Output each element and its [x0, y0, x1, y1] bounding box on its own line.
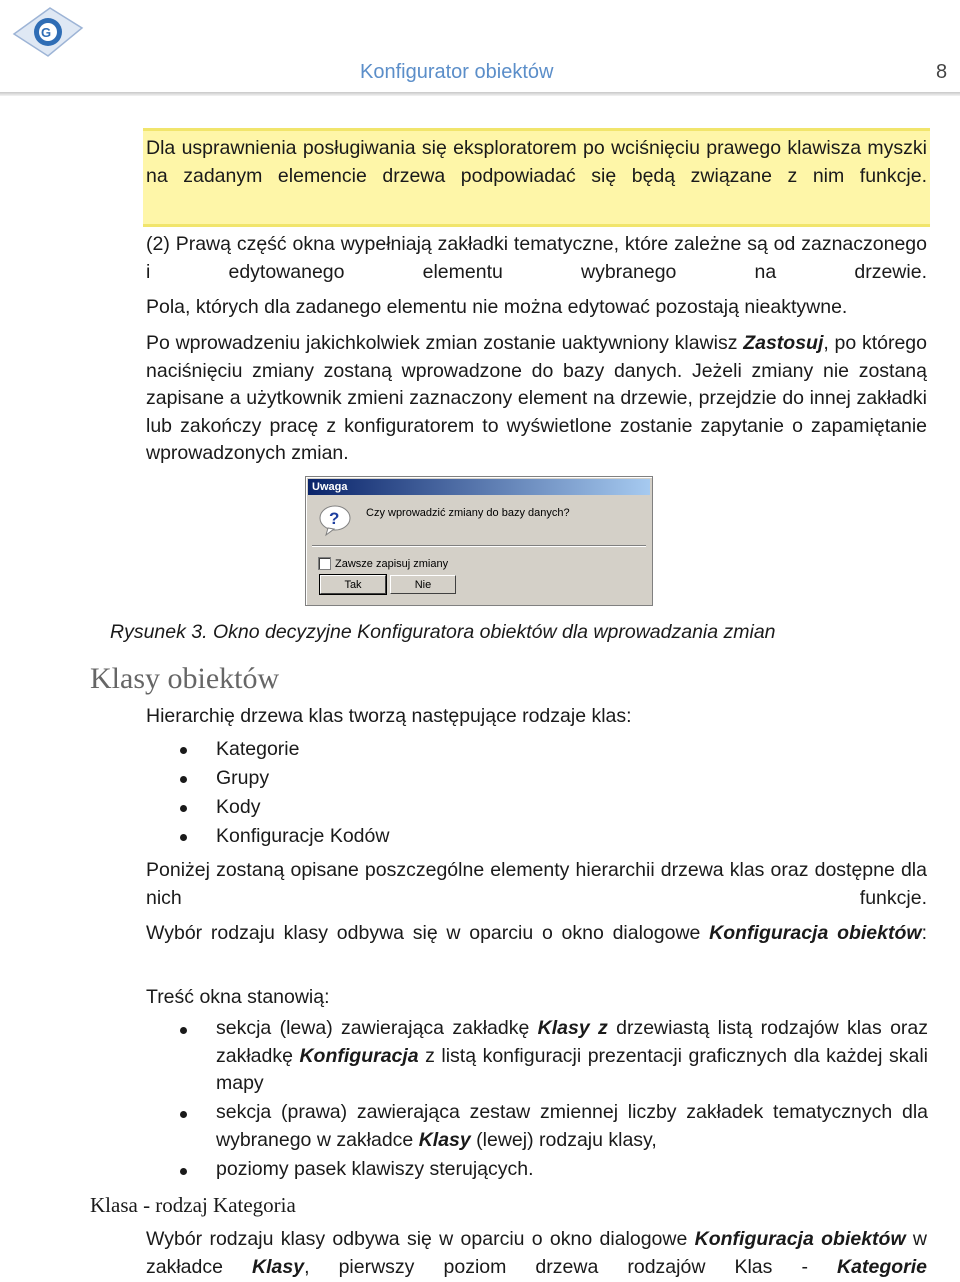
dialog-separator — [312, 545, 646, 547]
paragraph-apply-changes: Po wprowadzeniu jakichkolwiek zmian zostanie uaktywniony klawisz Zastosuj, po którego naciśnięciu zmiany zostaną wprowadzone do bazy danych. Jeżeli zmiany nie zostaną zapisane a użytkownik zmieni zaznaczony element na drzewie, przejdzie do innej zakładki lub zakończy pracę z konfiguratorem to wyświetlone zostanie zapytanie o zapamiętanie wprowadzonych zmian. — [146, 332, 927, 464]
list-item: poziomy pasek klawiszy sterujących. — [180, 1156, 928, 1184]
svg-text:?: ? — [329, 509, 340, 528]
question-icon — [318, 503, 352, 537]
paragraph-window-content: Treść okna stanowią: — [146, 986, 330, 1008]
always-save-checkbox[interactable] — [318, 557, 448, 570]
highlight-note-text: Dla usprawnienia posługiwania się eksploratorem po wciśnięciu prawego klawisza myszki na zadanym elemencie drzewa podpowiadać się będą związane z nim funkcje. — [146, 137, 927, 187]
list-item: sekcja (lewa) zawierająca zakładkę Klasy z drzewiastą listą rodzajów klas oraz zakładkę Konfiguracja z listą konfiguracji prezentacji graficznych dla każdej skali mapy — [180, 1015, 928, 1098]
class-types-list — [180, 735, 389, 851]
section-title: Klasy obiektów — [90, 662, 280, 695]
header-title: Konfigurator obiektów — [360, 61, 554, 83]
checkbox-box[interactable] — [318, 557, 331, 570]
paragraph-elements: Poniżej zostaną opisane poszczególne elementy hierarchii drzewa klas oraz dostępne dla nich funkcje. — [146, 859, 927, 909]
yes-button[interactable]: Tak — [320, 575, 386, 594]
subsection-title: Klasa - rodzaj Kategoria — [90, 1193, 296, 1217]
paragraph-hierarchy: Hierarchię drzewa klas tworzą następujące rodzaje klas: — [146, 705, 632, 727]
window-content-list — [180, 1015, 928, 1185]
no-button[interactable]: Nie — [390, 575, 456, 594]
paragraph-inactive-fields: Pola, których dla zadanego elementu nie można edytować pozostają nieaktywne. — [146, 296, 848, 318]
list-item: Konfiguracje Kodów — [180, 822, 389, 851]
geo-info-logo — [8, 4, 88, 66]
list-item: Grupy — [180, 764, 389, 793]
paragraph-dialog-choice: Wybór rodzaju klasy odbywa się w oparciu o okno dialogowe Konfiguracja obiektów: — [146, 922, 927, 944]
confirm-dialog — [305, 476, 653, 606]
page-number: 8 — [936, 61, 948, 83]
dialog-message: Czy wprowadzić zmiany do bazy danych? — [366, 507, 570, 519]
list-item: Kody — [180, 793, 389, 822]
paragraph-right-part: (2) Prawą część okna wypełniają zakładki tematyczne, które zależne są od zaznaczonego i edytowanego elementu wybranego na drzewie. — [146, 233, 927, 283]
checkbox-label: Zawsze zapisuj zmiany — [335, 557, 449, 570]
svg-text:G: G — [41, 25, 52, 40]
list-item: Kategorie — [180, 735, 389, 764]
figure-caption: Rysunek 3. Okno decyzyjne Konfiguratora obiektów dla wprowadzania zmian — [110, 621, 776, 643]
dialog-title: Uwaga — [308, 479, 650, 495]
apply-keyword: Zastosuj — [743, 332, 824, 354]
header-divider — [0, 92, 960, 96]
paragraph-category: Wybór rodzaju klasy odbywa się w oparciu o okno dialogowe Konfiguracja obiektów w zakładce Klasy, pierwszy poziom drzewa rodzajów Klas - Kategorie — [146, 1228, 928, 1278]
list-item: sekcja (prawa) zawierająca zestaw zmiennej liczby zakładek tematycznych dla wybranego w zakładce Klasy (lewej) rodzaju klasy, — [180, 1099, 928, 1154]
